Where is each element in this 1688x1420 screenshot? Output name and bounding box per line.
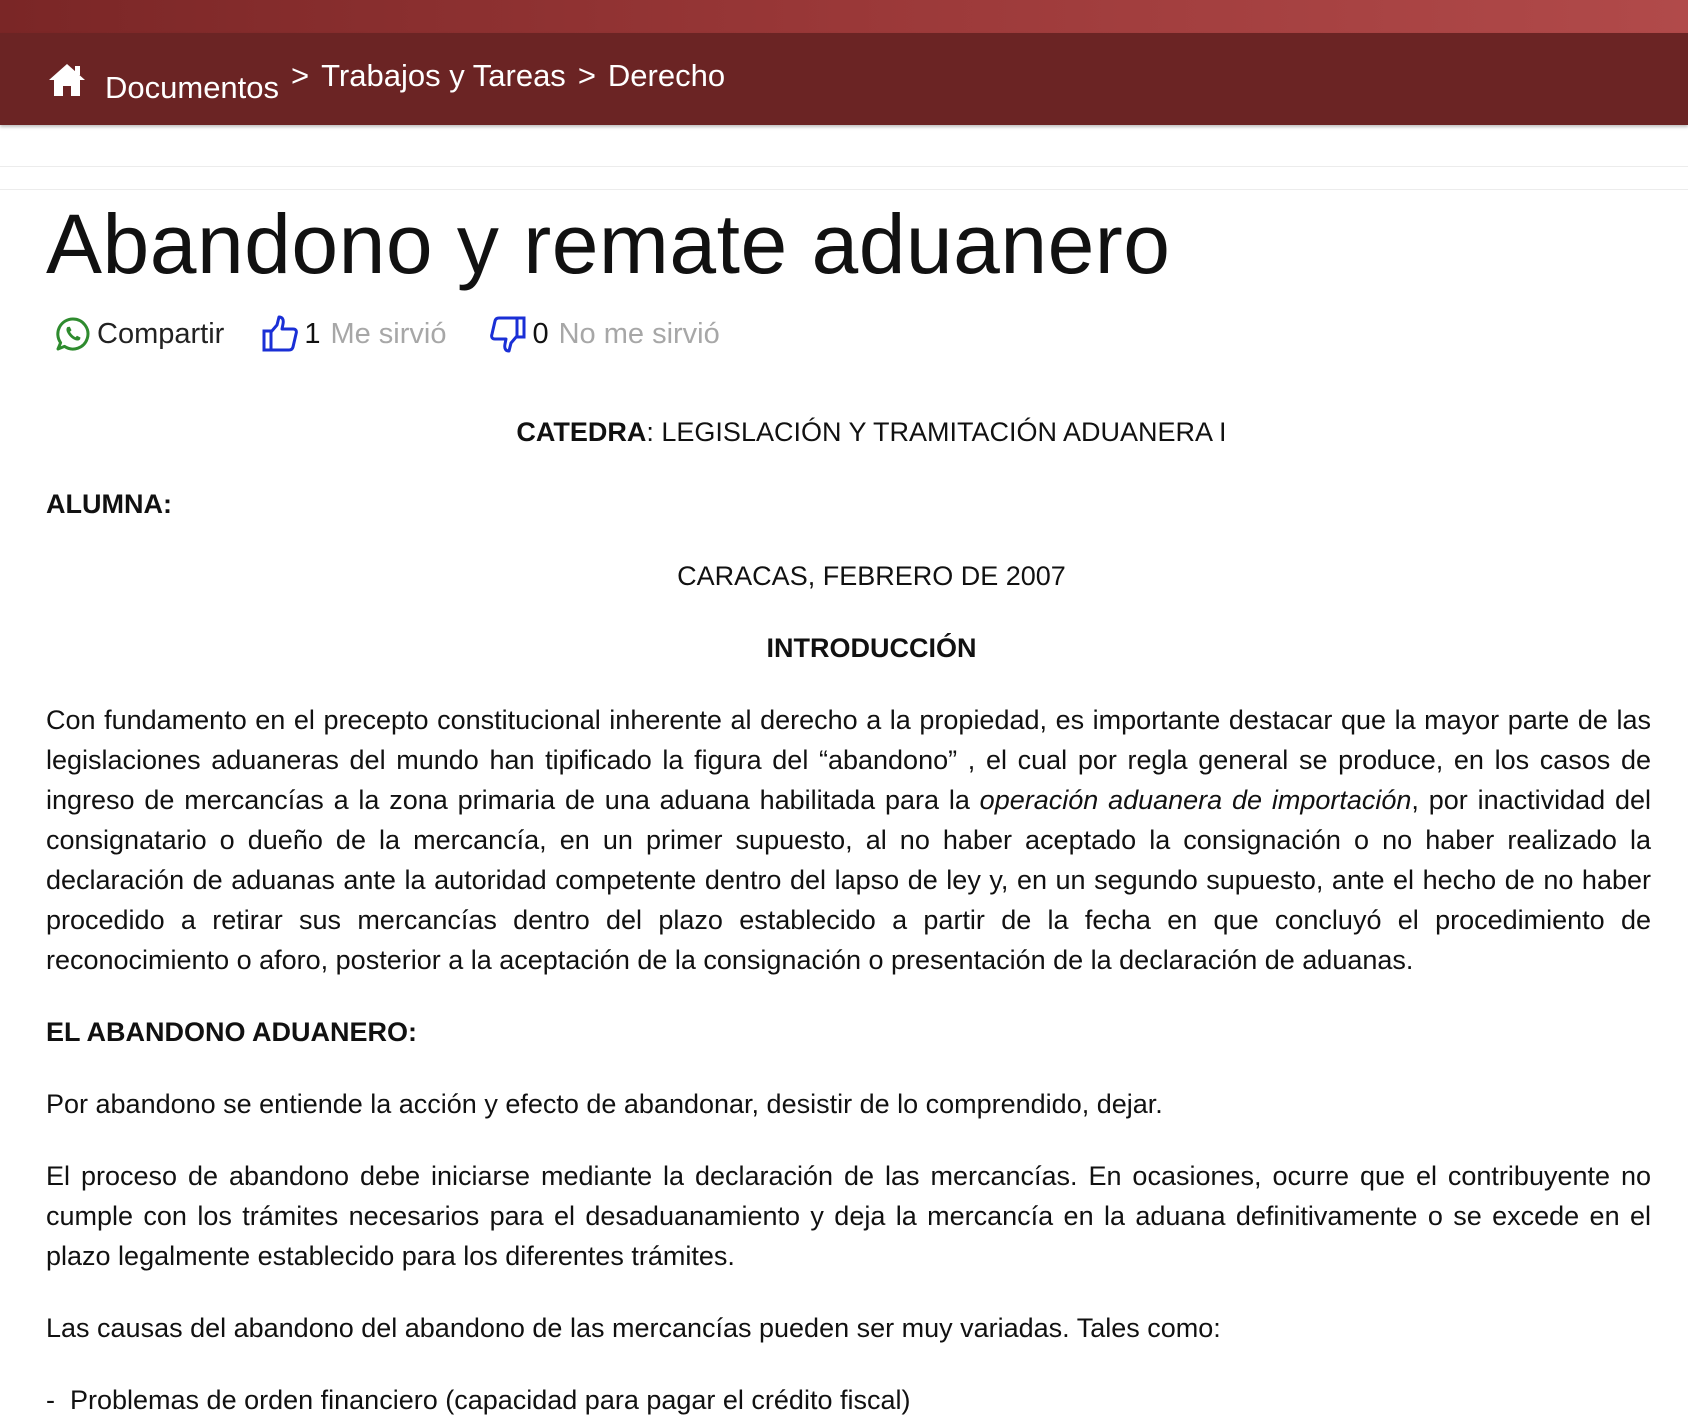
article-body [46,412,1651,1420]
like-label: Me sirvió [330,318,447,350]
breadcrumb-derecho[interactable]: Derecho [607,58,726,93]
article-actions [55,314,720,354]
breadcrumb-separator: > [291,58,310,93]
catedra-label: CATEDRA [516,417,647,447]
causes-paragraph: Las causas del abandono del abandono de las mercancías pueden ser muy variadas. Tales como: [46,1313,1221,1343]
top-accent-strip [0,0,1688,33]
intro-text-continued: , por inactividad del consignatario o dueño de la mercancía, en un primer supuesto, al no haber aceptado la consignación o no haber realizado la declaración de aduanas ante la autoridad competente dentro del lapso de ley y, en un segundo supuesto, ante el hecho de no haber procedido a retirar sus mercancías dentro del plazo establecido a partir de la fecha en que concluyó el procedimiento de reconocimiento o aforo, posterior a la aceptación de la consignación o presentación de la declaración de aduanas. [46,785,1651,975]
catedra-line [92,412,1651,452]
dislike-button[interactable] [490,314,719,354]
section-heading: EL ABANDONO ADUANERO: [46,1017,417,1047]
divider [0,166,1688,167]
thumbs-down-icon [490,315,526,353]
intro-italic-text: operación aduanera de importación [979,785,1412,815]
breadcrumb [47,57,725,107]
place-date: CARACAS, FEBRERO DE 2007 [677,561,1066,591]
dislike-count: 0 [532,318,549,350]
breadcrumb-documentos[interactable]: Documentos [105,70,280,105]
home-icon[interactable] [47,62,87,98]
page-title: Abandono y remate aduanero [46,197,1171,291]
definition-paragraph: Por abandono se entiende la acción y efecto de abandonar, desistir de lo comprendido, dejar. [46,1089,1163,1119]
breadcrumb-bar [0,33,1688,125]
like-button[interactable] [262,314,446,354]
share-label: Compartir [97,318,225,350]
divider [0,189,1688,190]
whatsapp-icon [55,316,91,352]
process-paragraph: El proceso de abandono debe iniciarse mediante la declaración de las mercancías. En ocasiones, ocurre que el contribuyente no cumple con los trámites necesarios para el desaduanamiento y deja la mercancía en la aduana definitivamente o se excede en el plazo legalmente establecido para los diferentes trámites. [46,1161,1651,1271]
like-count: 1 [304,318,321,350]
intro-text: Con fundamento en el precepto constitucional inherente al derecho a la propiedad, es importante destacar que la mayor parte de las legislaciones aduaneras del mundo han tipificado la figura del “abandono” , el cual por regla general se produce, en los casos de ingreso de mercancías a la zona primaria de una aduana habilitada para la [46,705,1651,815]
intro-heading: INTRODUCCIÓN [766,633,977,663]
catedra-value: : LEGISLACIÓN Y TRAMITACIÓN ADUANERA I [646,417,1227,447]
breadcrumb-separator: > [577,58,596,93]
intro-paragraph [46,700,1651,980]
thumbs-up-icon [262,315,298,353]
share-button[interactable] [55,314,224,354]
dislike-label: No me sirvió [558,318,720,350]
alumna-label: ALUMNA: [46,489,172,519]
list-item: - Problemas de orden financiero (capacidad para pagar el crédito fiscal) [46,1380,1651,1420]
causes-list [46,1380,1651,1420]
breadcrumb-trabajos-y-tareas[interactable]: Trabajos y Tareas [321,58,566,93]
